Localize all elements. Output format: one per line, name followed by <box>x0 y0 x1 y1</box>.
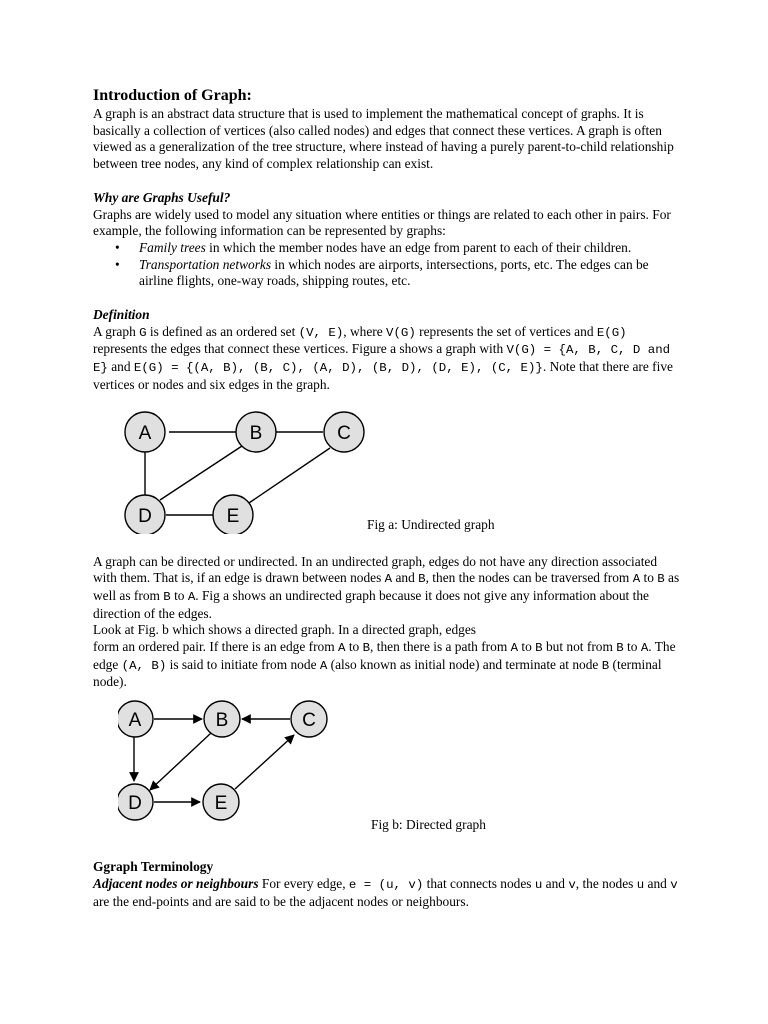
bullet-icon: • <box>115 256 120 272</box>
why-paragraph: Graphs are widely used to model any situation where entities or things are related to each other in pairs. For example, the following information can be represented by graphs: <box>93 206 671 239</box>
directed-graph-paragraph: form an ordered pair. If there is an edge from A to B, then there is a path from A to B but not from B to A. The edge (A, B) is said to initiate from node A (also known as initial node) and terminate at node B (terminal node). <box>93 639 676 690</box>
figure-caption: Fig b: Directed graph <box>371 817 486 833</box>
edge-c-e <box>246 448 330 505</box>
why-heading: Why are Graphs Useful? <box>93 189 231 205</box>
bullet-term: Family trees <box>139 239 206 255</box>
directed-graph-paragraph-line1: Look at Fig. b which shows a directed graph. In a directed graph, edges <box>93 622 477 638</box>
node-label: C <box>302 710 316 732</box>
node-label: B <box>249 422 263 444</box>
list-item <box>93 257 683 290</box>
terminology-heading: Ggraph Terminology <box>93 859 214 875</box>
bullet-text: in which nodes are airports, intersections, ports, etc. The edges can be airline flights, one-way roads, shipping routes, etc. <box>139 256 649 289</box>
node-label: E <box>214 793 228 815</box>
definition-heading: Definition <box>93 307 150 323</box>
figure-undirected-graph <box>93 400 683 554</box>
document-page <box>93 86 683 910</box>
directed-graph-diagram <box>118 699 378 831</box>
figure-caption: Fig a: Undirected graph <box>367 516 495 532</box>
bullet-term: Transportation networks <box>139 256 272 272</box>
intro-paragraph: A graph is an abstract data structure that is used to implement the mathematical concept of graphs. It is basically a collection of vertices (also called nodes) and edges that connect these vertices. A graph is often viewed as a generalization of the tree structure, where instead of having a purely parent-to-child relationship between tree nodes, any kind of complex relationship can exist. <box>93 106 674 172</box>
arrow-b-to-d <box>150 733 211 790</box>
node-label: A <box>128 710 142 732</box>
bullet-icon: • <box>115 239 120 255</box>
arrow-e-to-c <box>235 735 294 789</box>
node-label: A <box>138 422 152 444</box>
edge-b-d <box>160 446 242 500</box>
terminology-paragraph: Adjacent nodes or neighbours For every edge, e = (u, v) that connects nodes u and v, the nodes u and v are the end-points and are said to be the adjacent nodes or neighbours. <box>93 875 678 909</box>
why-bullet-list <box>93 240 683 290</box>
node-label: E <box>226 505 240 527</box>
bullet-text: in which the member nodes have an edge from parent to each of their children. <box>205 239 632 255</box>
definition-paragraph: A graph G is defined as an ordered set (V, E), where V(G) represents the set of vertices and E(G) represents the edges that connect these vertices. Figure a shows a graph with V(G) = {A, B, C, D and E} and E(G) = {(A, B), (B, C), (A, D), (B, D), (D, E), (C, E)}. Note that there are five vertices or nodes and six edges in the graph. <box>93 323 673 392</box>
page-title: Introduction of Graph: <box>93 87 252 104</box>
node-label: B <box>215 710 229 732</box>
term-label: Adjacent nodes or neighbours <box>93 875 259 891</box>
directed-undirected-paragraph: A graph can be directed or undirected. In an undirected graph, edges do not have any direction associated with them. That is, if an edge is drawn between nodes A and B, then the nodes can be traversed from A to B as well as from B to A. Fig a shows an undirected graph because it does not give any information about the direction of the edges. <box>93 553 680 621</box>
list-item <box>93 240 683 257</box>
node-label: D <box>138 505 152 527</box>
undirected-graph-diagram <box>118 400 378 534</box>
figure-directed-graph <box>93 699 683 859</box>
node-label: C <box>337 422 351 444</box>
node-label: D <box>128 793 142 815</box>
